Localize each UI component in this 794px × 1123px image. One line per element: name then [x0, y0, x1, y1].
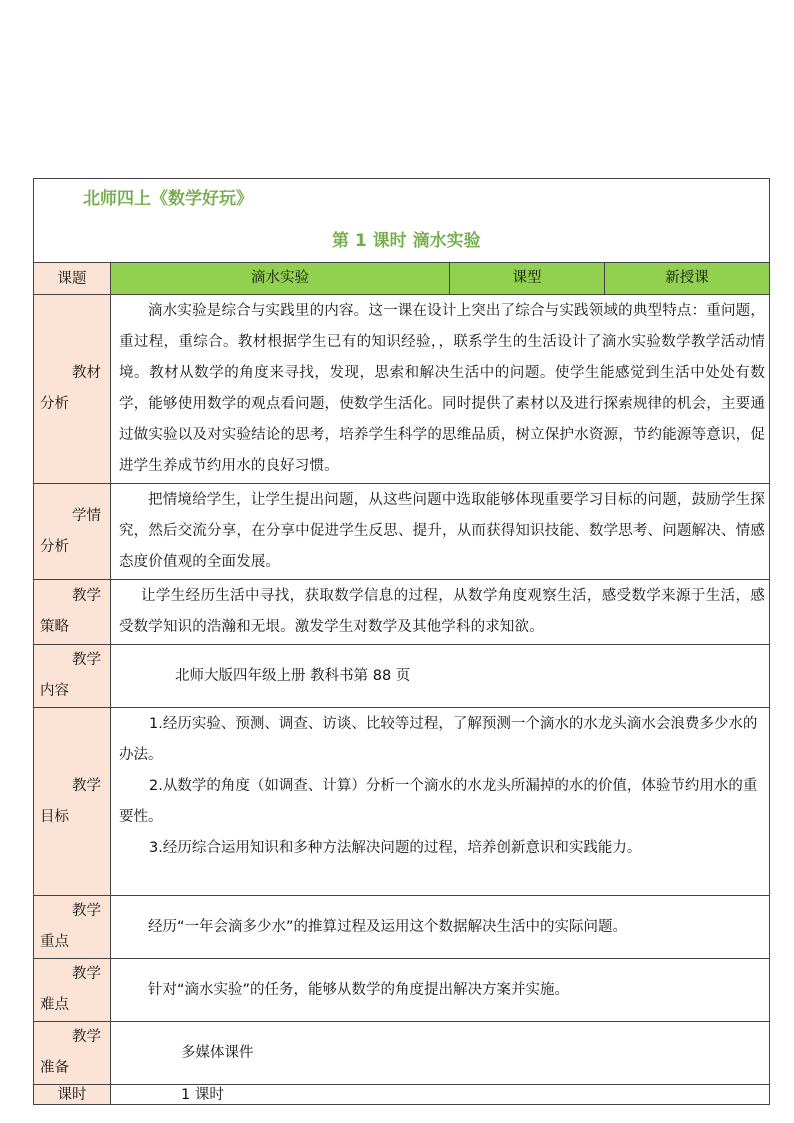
difficult-points-row: [34, 959, 770, 1022]
key-points-label: 教学 重点: [34, 896, 111, 959]
series-title: 北师四上《数学好玩》: [83, 189, 253, 209]
lesson-plan-page: [33, 178, 769, 1105]
teaching-content-row: [34, 645, 770, 708]
key-points-row: [34, 896, 770, 959]
teaching-goals-label: 教学 目标: [34, 708, 111, 896]
teaching-goals-row: [34, 708, 770, 896]
topic-row: [34, 263, 770, 295]
lesson-type-label: 课型: [450, 263, 605, 295]
lesson-plan-table: [33, 178, 770, 1105]
material-analysis-text: 滴水实验是综合与实践里的内容。这一课在设计上突出了综合与实践领域的典型特点：重问题，重过程，重综合。教材根据学生已有的知识经验，，联系学生的生活设计了滴水实验数学教学活动情境。教材从数学的角度来寻找，发现，思索和解决生活中的问题。使学生能感觉到生活中处处有数学，能够使用数学的观点看问题，使数学生活化。同时提供了素材以及进行探索规律的机会，主要通过做实验以及对实验结论的思考，培养学生科学的思维品质，树立保护水资源，节约能源等意识，促进学生养成节约用水的良好习惯。: [111, 295, 770, 484]
teaching-content-label: 教学 内容: [34, 645, 111, 708]
material-analysis-row: [34, 295, 770, 484]
teaching-strategy-text: 让学生经历生活中寻找，获取数学信息的过程，从数学角度观察生活，感受数学来源于生活，感受数学知识的浩瀚和无垠。激发学生对数学及其他学科的求知欲。: [111, 580, 770, 645]
lesson-type-value: 新授课: [605, 263, 770, 295]
material-analysis-label: 教材 分析: [34, 295, 111, 484]
goal-item: 1.经历实验、预测、调查、访谈、比较等过程，了解预测一个滴水的水龙头滴水会浪费多少水的办法。: [119, 716, 758, 763]
class-hours-label: 课时: [34, 1085, 111, 1105]
class-hours-row: [34, 1085, 770, 1105]
difficult-points-label: 教学 难点: [34, 959, 111, 1022]
teaching-strategy-label: 教学 策略: [34, 580, 111, 645]
preparation-label: 教学 准备: [34, 1022, 111, 1085]
student-analysis-row: [34, 484, 770, 580]
lesson-title: 第 1 课时 滴水实验: [332, 231, 481, 251]
goal-item: 2.从数学的角度（如调查、计算）分析一个滴水的水龙头所漏掉的水的价值，体验节约用水的重要性。: [119, 778, 758, 825]
key-points-text: 经历“一年会滴多少水”的推算过程及运用这个数据解决生活中的实际问题。: [111, 896, 770, 959]
preparation-row: [34, 1022, 770, 1085]
header-cell: [34, 179, 770, 263]
goal-item: 3.经历综合运用知识和多种方法解决问题的过程，培养创新意识和实践能力。: [149, 840, 642, 856]
student-analysis-text: 把情境给学生，让学生提出问题，从这些问题中选取能够体现重要学习目标的问题，鼓励学生探究，然后交流分享，在分享中促进学生反思、提升，从而获得知识技能、数学思考、问题解决、情感态度价值观的全面发展。: [111, 484, 770, 580]
teaching-content-text: 北师大版四年级上册 教科书第 88 页: [111, 645, 770, 708]
difficult-points-text: 针对“滴水实验”的任务，能够从数学的角度提出解决方案并实施。: [111, 959, 770, 1022]
teaching-strategy-row: [34, 580, 770, 645]
class-hours-text: 1 课时: [111, 1085, 770, 1105]
student-analysis-label: 学情 分析: [34, 484, 111, 580]
teaching-goals-list: [111, 708, 770, 896]
topic-label: 课题: [34, 263, 111, 295]
preparation-text: 多媒体课件: [111, 1022, 770, 1085]
topic-value: 滴水实验: [111, 263, 450, 295]
header-row: [34, 179, 770, 263]
